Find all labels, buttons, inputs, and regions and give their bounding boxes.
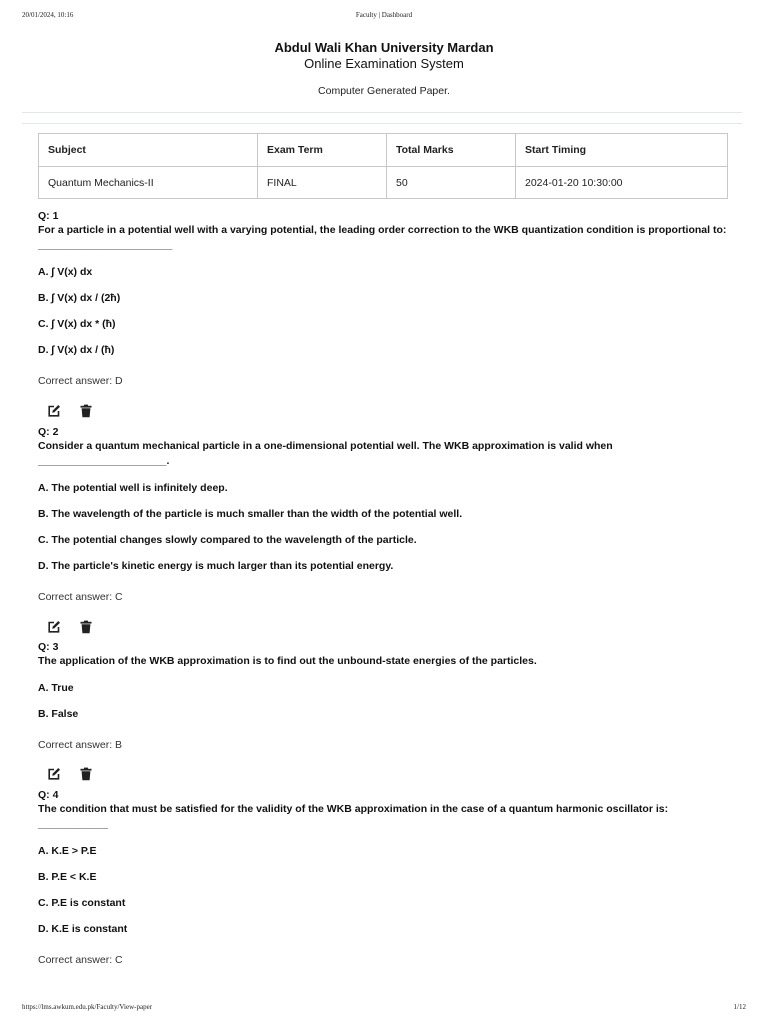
- table-row: [39, 167, 728, 199]
- exam-info-table: [38, 133, 728, 199]
- answer-option: D. The particle's kinetic energy is much larger than its potential energy.: [38, 560, 394, 572]
- answer-option: A. The potential well is infinitely deep.: [38, 482, 228, 494]
- question-number: Q: 1: [38, 210, 59, 222]
- question-text: The condition that must be satisfied for the validity of the WKB approximation in the case of a quantum harmonic oscillator is: ____________: [38, 803, 669, 830]
- correct-answer: Correct answer: B: [38, 739, 123, 751]
- answer-option: B. The wavelength of the particle is much smaller than the width of the potential well.: [38, 508, 463, 520]
- answer-option: D. K.E is constant: [38, 923, 128, 935]
- question-text: Consider a quantum mechanical particle in a one-dimensional potential well. The WKB approximation is valid when ______________________.: [38, 440, 613, 467]
- question-block: [38, 788, 728, 967]
- question-actions: [47, 404, 107, 418]
- table-cell-timing: 2024-01-20 10:30:00: [516, 167, 728, 199]
- answer-option: B. P.E < K.E: [38, 871, 97, 883]
- question-text: The application of the WKB approximation is to find out the unbound-state energies of the particles.: [38, 655, 537, 667]
- print-footer: [0, 1003, 768, 1015]
- trash-icon[interactable]: [79, 620, 93, 634]
- table-header-row: [39, 134, 728, 167]
- edit-icon[interactable]: [47, 404, 61, 418]
- answer-option: B. False: [38, 708, 79, 720]
- edit-icon[interactable]: [47, 620, 61, 634]
- paper-header: [0, 40, 768, 98]
- column-header: Start Timing: [516, 134, 728, 167]
- correct-answer: Correct answer: C: [38, 954, 123, 966]
- answer-option: A. K.E > P.E: [38, 845, 97, 857]
- answer-option: C. ∫ V(x) dx * (ħ): [38, 318, 116, 330]
- column-header: Exam Term: [258, 134, 387, 167]
- question-number: Q: 3: [38, 641, 59, 653]
- print-header: [0, 11, 768, 23]
- question-block: [38, 425, 728, 604]
- generated-note: Computer Generated Paper.: [318, 85, 450, 97]
- question-actions: [47, 620, 107, 634]
- print-title: Faculty | Dashboard: [355, 11, 413, 19]
- answer-option: D. ∫ V(x) dx / (ħ): [38, 344, 115, 356]
- table-cell-term: FINAL: [258, 167, 387, 199]
- question-number: Q: 4: [38, 789, 59, 801]
- divider: [22, 112, 742, 113]
- answer-option: A. True: [38, 682, 74, 694]
- answer-option: A. ∫ V(x) dx: [38, 266, 93, 278]
- correct-answer: Correct answer: D: [38, 375, 123, 387]
- divider: [22, 123, 742, 124]
- table-cell-marks: 50: [387, 167, 516, 199]
- print-url: https://lms.awkum.edu.pk/Faculty/View-paper: [22, 1003, 153, 1011]
- answer-option: C. The potential changes slowly compared to the wavelength of the particle.: [38, 534, 417, 546]
- answer-option: C. P.E is constant: [38, 897, 126, 909]
- column-header: Total Marks: [387, 134, 516, 167]
- trash-icon[interactable]: [79, 404, 93, 418]
- trash-icon[interactable]: [79, 767, 93, 781]
- answer-option: B. ∫ V(x) dx / (2ħ): [38, 292, 121, 304]
- question-block: [38, 209, 728, 388]
- question-actions: [47, 767, 107, 781]
- question-block: [38, 640, 728, 752]
- column-header: Subject: [39, 134, 258, 167]
- question-text: For a particle in a potential well with a varying potential, the leading order correction to the WKB quantization condition is proportional to: _______________________: [38, 224, 727, 251]
- edit-icon[interactable]: [47, 767, 61, 781]
- correct-answer: Correct answer: C: [38, 591, 123, 603]
- university-name: Abdul Wali Khan University Mardan: [274, 40, 494, 55]
- print-datetime: 20/01/2024, 10:16: [22, 11, 74, 19]
- table-cell-subject: Quantum Mechanics-II: [39, 167, 258, 199]
- system-name: Online Examination System: [304, 56, 464, 71]
- question-number: Q: 2: [38, 426, 59, 438]
- page-number: 1/12: [733, 1003, 746, 1011]
